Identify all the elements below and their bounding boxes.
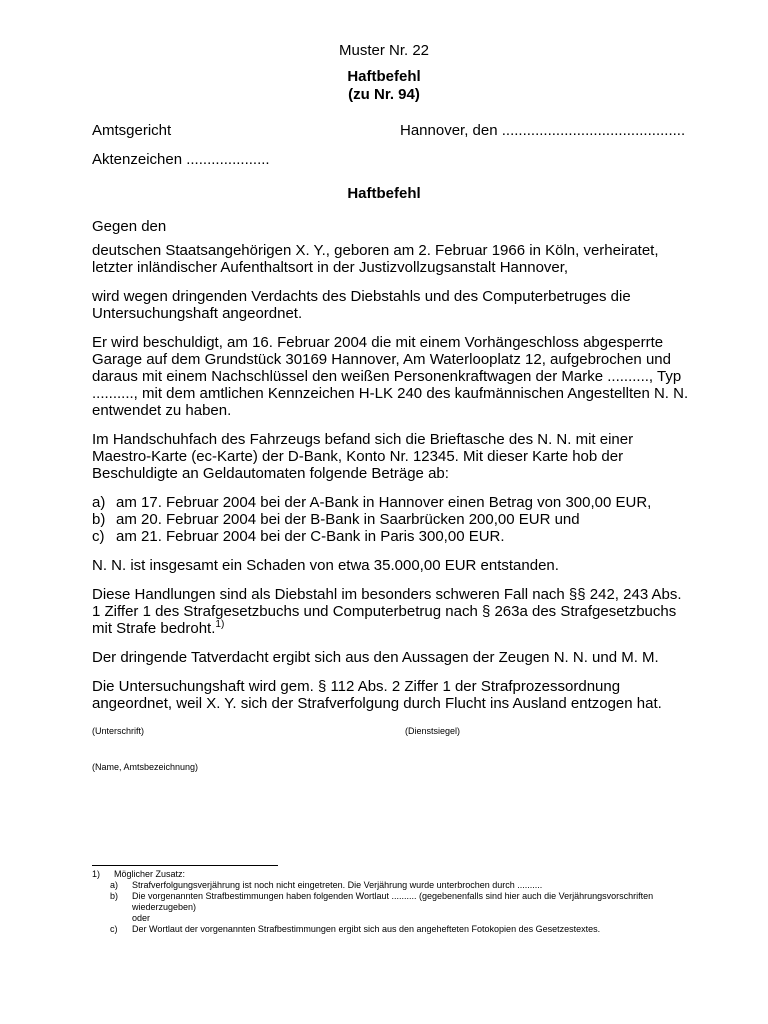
- list-label: c): [92, 528, 105, 545]
- footnote-label: c): [110, 924, 118, 934]
- paragraph-suspicion: Der dringende Tatverdacht ergibt sich aus den Aussagen der Zeugen N. N. und M. M.: [92, 649, 659, 666]
- list-item: [92, 528, 690, 545]
- list-item: [92, 494, 690, 511]
- footnote-mark: 1): [92, 869, 101, 879]
- title-reference: (zu Nr. 94): [348, 86, 420, 103]
- withdrawal-list: [92, 494, 690, 545]
- list-text: am 17. Februar 2004 bei der A-Bank in Hannover einen Betrag von 300,00 EUR,: [116, 494, 652, 511]
- footnote-reference: 1): [215, 619, 225, 630]
- footnote-intro: [92, 869, 702, 880]
- footnote-text: Die vorgenannten Strafbestimmungen haben folgenden Wortlaut .......... (gegebenenfalls sind hier auch die Verjährungsvorschriften wiederzugeben): [132, 891, 654, 912]
- footnote-intro-text: Möglicher Zusatz:: [114, 869, 186, 879]
- paragraph-card: Im Handschuhfach des Fahrzeugs befand sich die Brieftasche des N. N. mit einer Maestro-Karte (ec-Karte) der D-Bank, Konto Nr. 12345. Mit dieser Karte hob der Beschuldigte an Geldautomaten folgende Beträge ab:: [92, 431, 634, 482]
- document-body: [92, 218, 690, 724]
- footnote-text: Strafverfolgungsverjährung ist noch nicht eingetreten. Die Verjährung wurde unterbrochen durch ..........: [132, 880, 543, 890]
- footnote-item: [92, 924, 702, 935]
- paragraph-law: [92, 586, 690, 637]
- paragraph-order: wird wegen dringenden Verdachts des Diebstahls und des Computerbetruges die Untersuchungshaft angeordnet.: [92, 288, 631, 322]
- footnote-label: a): [110, 880, 119, 890]
- footnote-divider: [92, 865, 278, 866]
- list-item: [92, 511, 690, 528]
- signature-label: (Unterschrift): [92, 726, 145, 736]
- list-label: a): [92, 494, 106, 511]
- paragraph-damage: N. N. ist insgesamt ein Schaden von etwa 35.000,00 EUR entstanden.: [92, 557, 559, 574]
- footnotes: [92, 869, 702, 935]
- court-label: Amtsgericht: [92, 122, 172, 139]
- document-title: [0, 68, 768, 104]
- section-heading: Haftbefehl: [347, 185, 421, 202]
- law-text: Diese Handlungen sind als Diebstahl im besonders schweren Fall nach §§ 242, 243 Abs. 1 Ziffer 1 des Strafgesetzbuchs und Computerbetrug nach § 263a des Strafgesetzbuchs mit Strafe bedroht.: [92, 586, 682, 637]
- footnote-text: Der Wortlaut der vorgenannten Strafbestimmungen ergibt sich aus den angehefteten Fotokopien des Gesetzestextes.: [132, 924, 601, 934]
- paragraph-intro: Gegen den: [92, 218, 167, 235]
- footnote-label: b): [110, 891, 119, 901]
- file-number: Aktenzeichen ....................: [92, 151, 270, 168]
- place-date: Hannover, den ............................................: [400, 122, 686, 139]
- footnote-item: [92, 891, 702, 913]
- paragraph-charge: Er wird beschuldigt, am 16. Februar 2004 die mit einem Vorhängeschloss abgesperrte Garage auf dem Grundstück 30169 Hannover, Am Waterlooplatz 12, aufgebrochen und daraus mit einem Nachschlüssel den weißen Personenkraftwagen der Marke .........., Typ .........., mit dem amtlichen Kennzeichen H-LK 240 des kaufmännischen Angestellten N. N. entwendet zu haben.: [92, 334, 689, 419]
- list-label: b): [92, 511, 106, 528]
- form-number: Muster Nr. 22: [338, 42, 430, 59]
- footnote-item: [92, 880, 702, 891]
- seal-label: (Dienstsiegel): [405, 726, 461, 736]
- title-line: Haftbefehl: [347, 68, 421, 85]
- list-text: am 20. Februar 2004 bei der B-Bank in Saarbrücken 200,00 EUR und: [116, 511, 580, 528]
- paragraph-accused: deutschen Staatsangehörigen X. Y., geboren am 2. Februar 1966 in Köln, verheiratet, letzter inländischer Aufenthaltsort in der Justizvollzugsanstalt Hannover,: [92, 242, 659, 276]
- footnote-or: oder: [132, 913, 151, 923]
- list-text: am 21. Februar 2004 bei der C-Bank in Paris 300,00 EUR.: [116, 528, 505, 545]
- court-line: [92, 122, 712, 139]
- paragraph-reason: Die Untersuchungshaft wird gem. § 112 Abs. 2 Ziffer 1 der Strafprozessordnung angeordnet, weil X. Y. sich der Strafverfolgung durch Flucht ins Ausland entzogen hat.: [92, 678, 662, 712]
- name-title-label: (Name, Amtsbezeichnung): [92, 762, 199, 772]
